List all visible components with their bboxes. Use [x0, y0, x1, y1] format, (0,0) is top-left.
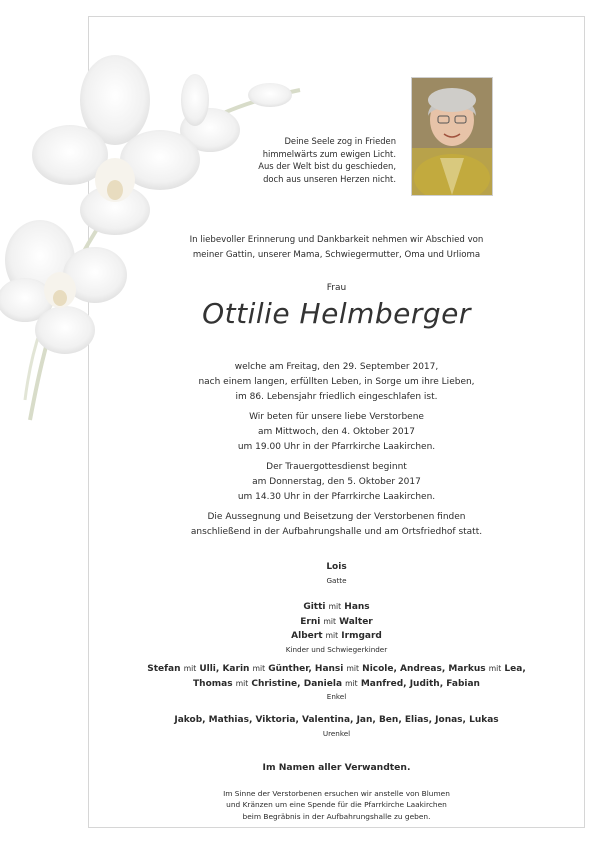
grandchild-name: Thomas	[193, 678, 233, 689]
death-info-line: welche am Freitag, den 29. September 2017,	[234, 362, 439, 372]
great-grandchildren-section	[88, 713, 585, 739]
grandchildren-line	[88, 662, 585, 677]
child-pair	[88, 615, 585, 630]
poem	[225, 135, 396, 185]
service-info	[88, 460, 585, 505]
intro-text	[88, 233, 585, 262]
partner-name: Walter	[339, 616, 373, 627]
partner-name: Irmgard	[341, 631, 382, 641]
poem-line: Deine Seele zog in Frieden	[284, 136, 396, 146]
children-relation: Kinder und Schwiegerkinder	[285, 644, 388, 654]
note-line: und Kränzen um eine Spende für die Pfarrkirche Laakirchen	[226, 800, 447, 810]
child-pair	[88, 629, 585, 644]
intro-line: In liebevoller Erinnerung und Dankbarkeit nehmen wir Abschied von	[189, 235, 484, 245]
poem-line: Aus der Welt bist du geschieden,	[258, 161, 396, 172]
prayer-info-line: um 19.00 Uhr in der Pfarrkirche Laakirchen.	[237, 442, 436, 452]
grandchildren-section	[88, 662, 585, 702]
partner-name: Günther,	[268, 664, 312, 674]
burial-info-line: anschließend in der Aufbahrungshalle und am Ortsfriedhof statt.	[190, 527, 483, 537]
mit-word: mit	[323, 616, 336, 626]
prayer-info-line: am Mittwoch, den 4. Oktober 2017	[257, 427, 416, 437]
mit-word: mit	[235, 678, 249, 688]
deceased-name: Ottilie Helmberger	[202, 297, 471, 330]
poem-line: himmelwärts zum ewigen Licht.	[262, 148, 396, 159]
children-section	[88, 600, 585, 655]
spouse-section	[88, 560, 585, 586]
portrait-photo	[411, 77, 493, 196]
child-name: Erni	[300, 616, 321, 627]
mit-word: mit	[345, 678, 358, 688]
partner-name: Manfred, Judith, Fabian	[360, 678, 480, 689]
service-info-line: am Donnerstag, den 5. Oktober 2017	[252, 477, 421, 487]
service-info-line: um 14.30 Uhr in der Pfarrkirche Laakirchen.	[237, 492, 436, 502]
service-info-line: Der Trauergottesdienst beginnt	[266, 462, 407, 472]
mit-word: mit	[183, 664, 197, 673]
intro-line: meiner Gattin, unserer Mama, Schwiegermutter, Oma und Urlioma	[192, 249, 481, 260]
mit-word: mit	[346, 664, 360, 673]
burial-info	[88, 510, 585, 540]
partner-name: Nicole, Andreas,	[362, 664, 446, 674]
child-name: Gitti	[303, 602, 326, 612]
note-line: beim Begräbnis in der Aufbahrungshalle zu geben.	[242, 811, 431, 821]
grandchild-name: Hansi	[314, 664, 344, 674]
partner-name: Christine,	[251, 678, 301, 689]
donation-note	[88, 788, 585, 822]
closing-line: Im Namen aller Verwandten.	[262, 762, 411, 773]
grandchildren-line	[88, 677, 585, 692]
prayer-info-line: Wir beten für unsere liebe Verstorbene	[249, 412, 424, 422]
prayer-info	[88, 410, 585, 455]
salutation: Frau	[326, 283, 347, 293]
mit-word: mit	[252, 664, 266, 673]
partner-name: Hans	[344, 602, 370, 612]
spouse-relation: Gatte	[326, 575, 347, 585]
grandchild-name: Markus	[448, 664, 486, 674]
burial-info-line: Die Aussegnung und Beisetzung der Verstorbenen finden	[207, 512, 466, 522]
spouse-name: Lois	[326, 562, 347, 572]
child-name: Albert	[291, 631, 323, 641]
grandchild-name: Daniela	[303, 678, 343, 689]
partner-name: Lea,	[504, 664, 526, 674]
child-pair	[88, 600, 585, 615]
grandchild-name: Stefan	[147, 664, 181, 674]
mit-word: mit	[325, 631, 339, 640]
poem-line: doch aus unseren Herzen nicht.	[263, 173, 396, 184]
mit-word: mit	[328, 602, 342, 611]
partner-name: Ulli,	[199, 664, 220, 674]
portrait-image	[412, 78, 492, 195]
death-info-line: im 86. Lebensjahr friedlich eingeschlafen ist.	[235, 392, 438, 402]
death-info	[88, 360, 585, 405]
great-grandchildren-relation: Urenkel	[322, 728, 351, 738]
grandchild-name: Karin	[222, 664, 250, 674]
death-info-line: nach einem langen, erfüllten Leben, in Sorge um ihre Lieben,	[198, 377, 475, 387]
note-line: Im Sinne der Verstorbenen ersuchen wir anstelle von Blumen	[223, 789, 450, 798]
great-grandchildren-names: Jakob, Mathias, Viktoria, Valentina, Jan, Ben, Elias, Jonas, Lukas	[174, 715, 499, 725]
mit-word: mit	[488, 664, 502, 673]
grandchildren-relation: Enkel	[326, 692, 347, 701]
